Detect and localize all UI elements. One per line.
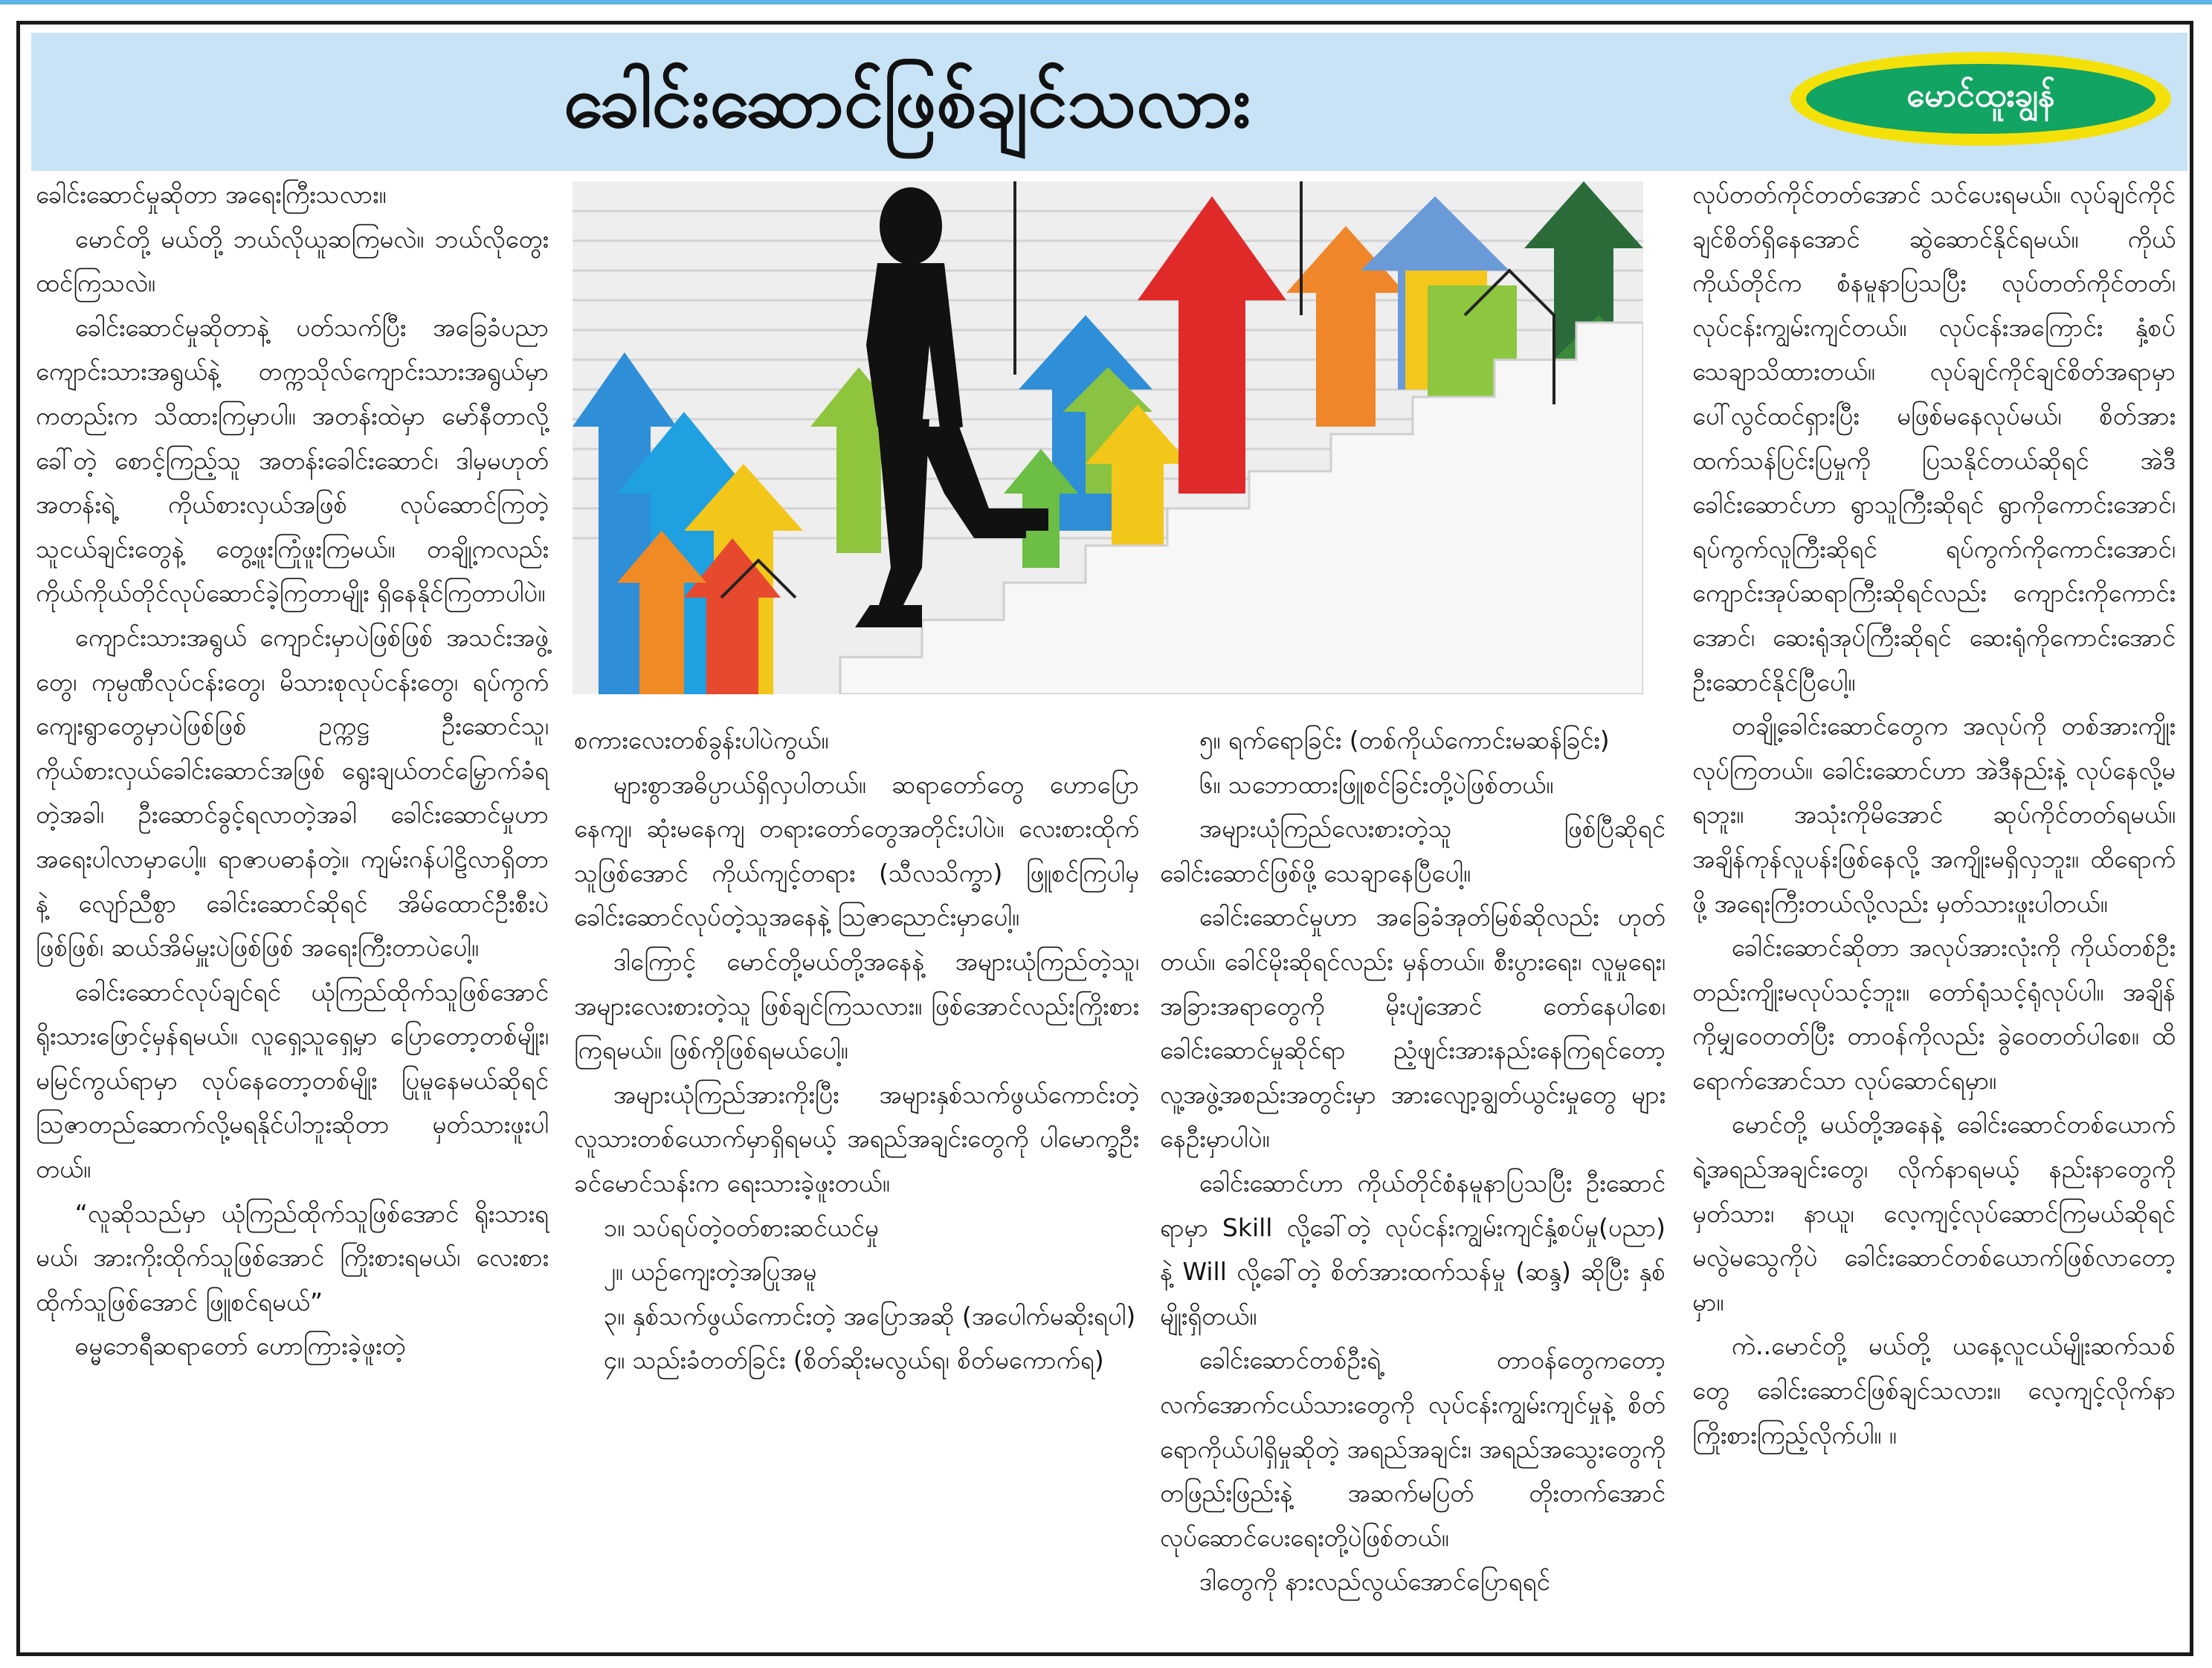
author-badge (1790, 52, 2171, 146)
column-2 (574, 718, 1139, 1383)
top-rule (0, 0, 2212, 4)
paragraph: ကဲ..မောင်တို့ မယ်တို့ ယနေ့လူငယ်မျိုးဆက်သစ်တွေ ခေါင်းဆောင်ဖြစ်ချင်သလား။ လေ့ကျင့်လိုက်နာ ကြိုးစားကြည့်လိုက်ပါ။ ။ (1692, 1331, 2176, 1449)
article-photo (573, 181, 1643, 694)
paragraph: စကားလေးတစ်ခွန်းပါပဲကွယ်။ (574, 725, 829, 754)
paragraph: ခေါင်းဆောင်ဆိုတာ အလုပ်အားလုံးကို ကိုယ်တစ်ဦးတည်းကျိုးမလုပ်သင့်ဘူး။ တော်ရုံသင့်ရုံလုပ်ပါ။ အချိန်ကိုမျှဝေတတ်ပြီး တာဝန်ကိုလည်း ခွဲဝေတတ်ပါစေ။ ထိရောက်အောင်သာ လုပ်ဆောင်ရမှာ။ (1692, 933, 2176, 1095)
paragraph: ခေါင်းဆောင်မှုဟာ အခြေခံအုတ်မြစ်ဆိုလည်း ဟုတ်တယ်။ ခေါင်မိုးဆိုရင်လည်း မှန်တယ်။ စီးပွားရေး၊ လူမှုရေး၊ အခြားအရာတွေကို မိုးပျံအောင် တော်နေပါစေ၊ ခေါင်းဆောင်မှုဆိုင်ရာ ညံ့ဖျင်းအားနည်းနေကြရင်တော့ လူ့အဖွဲ့အစည်းအတွင်းမှာ အားလျော့ချွတ်ယွင်းမှုတွေ များနေဦးမှာပါပဲ။ (1160, 902, 1666, 1154)
paragraph: ဒါတွေကို နားလည်လွယ်အောင်ပြောရရင် (1199, 1567, 1550, 1597)
article-title: ခေါင်းဆောင်ဖြစ်ချင်သလား (563, 60, 1251, 143)
paragraph: ကျောင်းသားအရွယ် ကျောင်းမှာပဲဖြစ်ဖြစ် အသင်းအဖွဲ့တွေ၊ ကုမ္ပဏီလုပ်ငန်းတွေ၊ မိသားစုလုပ်ငန်းတွေ၊ ရပ်ကွက်ကျေးရွာတွေမှာပဲဖြစ်ဖြစ် ဥက္ကဋ္ဌ ဦးဆောင်သူ၊ ကိုယ်စားလှယ်ခေါင်းဆောင်အဖြစ် ရွေးချယ်တင်မြှောက်ခံရတဲ့အခါ၊ ဦးဆောင်ခွင့်ရလာတဲ့အခါ ခေါင်းဆောင်မှုဟာ အရေးပါလာမှာပေါ့။ ရာဇာပဓာနံတဲ့။ ကျမ်းဂန်ပါဠိလာရှိတာနဲ့ လျော်ညီစွာ ခေါင်းဆောင်ဆိုရင် အိမ်ထောင်ဦးစီးပဲဖြစ်ဖြစ်၊ ဆယ်အိမ်မှူးပဲဖြစ်ဖြစ် အရေးကြီးတာပဲပေါ့။ (36, 622, 549, 963)
paragraph: မောင်တို့ မယ်တို့ ဘယ်လိုယူဆကြမလဲ။ ဘယ်လိုတွေးထင်ကြသလဲ။ (36, 224, 549, 298)
paragraph: ခေါင်းဆောင်မှုဆိုတာ အရေးကြီးသလား။ (36, 180, 387, 209)
quote: “လူဆိုသည်မှာ ယုံကြည်ထိုက်သူဖြစ်အောင် ရိုးသားရမယ်၊ အားကိုးထိုက်သူဖြစ်အောင် ကြိုးစားရမယ်၊ လေးစားထိုက်သူဖြစ်အောင် ဖြူစင်ရမယ်” (36, 1198, 549, 1316)
column-4 (1692, 172, 2176, 1457)
list-item: ၆။ သဘောထားဖြူစင်ခြင်းတို့ပဲဖြစ်တယ်။ (1199, 769, 1554, 799)
list-item: ၂။ ယဉ်ကျေးတဲ့အပြုအမူ (603, 1257, 817, 1287)
list-item: ၄။ သည်းခံတတ်ခြင်း (စိတ်ဆိုးမလွယ်ရ၊ စိတ်မကောက်ရ) (603, 1345, 1104, 1375)
author-name: မောင်ထူးချွန် (1806, 64, 2155, 134)
paragraph: ခေါင်းဆောင်တစ်ဦးရဲ့ တာဝန်တွေကတော့ လက်အောက်ငယ်သားတွေကို လုပ်ငန်းကျွမ်းကျင်မှုနဲ့ စိတ်ရောကိုယ်ပါရှိမှုဆိုတဲ့ အရည်အချင်း၊ အရည်အသွေးတွေကို တဖြည်းဖြည်းနဲ့ အဆက်မပြတ် တိုးတက်အောင် လုပ်ဆောင်ပေးရေးတို့ပဲဖြစ်တယ်။ (1160, 1345, 1666, 1552)
list-item: ၁။ သပ်ရပ်တဲ့ဝတ်စားဆင်ယင်မှု (603, 1212, 879, 1242)
column-3 (1160, 718, 1666, 1604)
paragraph: ခေါင်းဆောင်မှုဆိုတာနဲ့ ပတ်သက်ပြီး အခြေခံပညာကျောင်းသားအရွယ်နဲ့ တက္ကသိုလ်ကျောင်းသားအရွယ်မှာကတည်းက သိထားကြမှာပါ။ အတန်းထဲမှာ မော်နီတာလို့ခေါ်တဲ့ စောင့်ကြည့်သူ အတန်းခေါင်းဆောင်၊ ဒါမှမဟုတ် အတန်းရဲ့ ကိုယ်စားလှယ်အဖြစ် လုပ်ဆောင်ကြတဲ့ သူငယ်ချင်းတွေနဲ့ တွေ့ဖူးကြုံဖူးကြမယ်။ တချို့ကလည်း ကိုယ်ကိုယ်တိုင်လုပ်ဆောင်ခဲ့ကြတာမျိုး ရှိနေနိုင်ကြတာပါပဲ။ (36, 312, 549, 608)
paragraph: ဒါကြောင့် မောင်တို့မယ်တို့အနေနဲ့ အများယုံကြည်တဲ့သူ၊ အများလေးစားတဲ့သူ ဖြစ်ချင်ကြသလား။ ဖြစ်အောင်လည်းကြိုးစားကြရမယ်။ ဖြစ်ကိုဖြစ်ရမယ်ပေါ့။ (574, 946, 1139, 1065)
paragraph: တချို့ခေါင်းဆောင်တွေက အလုပ်ကို တစ်အားကျိုးလုပ်ကြတယ်။ ခေါင်းဆောင်ဟာ အဲဒီနည်းနဲ့ လုပ်နေလို့မရဘူး။ အသုံးကိုမိအောင် ဆုပ်ကိုင်တတ်ရမယ်။ အချိန်ကုန်လူပန်းဖြစ်နေလို့ အကျိုးမရှိလှဘူး။ ထိရောက်ဖို့ အရေးကြီးတယ်လို့လည်း မှတ်သားဖူးပါတယ်။ (1692, 711, 2176, 918)
list-item: ၅။ ရက်ရောခြင်း (တစ်ကိုယ်ကောင်းမဆန်ခြင်း) (1199, 725, 1610, 754)
list-item: ၃။ နှစ်သက်ဖွယ်ကောင်းတဲ့ အပြောအဆို (အပေါက်မဆိုးရပါ) (603, 1301, 1136, 1331)
column-1 (36, 172, 549, 1368)
paragraph: များစွာအဓိပ္ပာယ်ရှိလှပါတယ်။ ဆရာတော်တွေ ဟောပြောနေကျ၊ ဆုံးမနေကျ တရားတော်တွေအတိုင်းပါပဲ။ လေးစားထိုက်သူဖြစ်အောင် ကိုယ်ကျင့်တရား (သီလသိက္ခာ) ဖြူစင်ကြပါမှ ခေါင်းဆောင်လုပ်တဲ့သူအနေနဲ့ သြဇာညောင်းမှာပေါ့။ (574, 769, 1139, 932)
paragraph: အများယုံကြည်အားကိုးပြီး အများနှစ်သက်ဖွယ်ကောင်းတဲ့ လူသားတစ်ယောက်မှာရှိရမယ့် အရည်အချင်းတွေကို ပါမောက္ခဦးခင်မောင်သန်းက ရေးသားခဲ့ဖူးတယ်။ (574, 1079, 1139, 1197)
paragraph: ခေါင်းဆောင်ဟာ ကိုယ်တိုင်စံနမူနာပြသပြီး ဦးဆောင်ရာမှာ Skill လို့ခေါ်တဲ့ လုပ်ငန်းကျွမ်းကျင်နှံ့စပ်မှု(ပညာ) နဲ့ Will လို့ခေါ်တဲ့ စိတ်အားထက်သန်မှု (ဆန္ဒ) ဆိုပြီး နှစ်မျိုးရှိတယ်။ (1160, 1168, 1666, 1331)
paragraph: ဓမ္မဘေရီဆရာတော် ဟောကြားခဲ့ဖူးတဲ့ (74, 1331, 406, 1361)
paragraph: အများယုံကြည်လေးစားတဲ့သူ ဖြစ်ပြီဆိုရင် ခေါင်းဆောင်ဖြစ်ဖို့ သေချာနေပြီပေါ့။ (1160, 814, 1666, 888)
paragraph: ခေါင်းဆောင်လုပ်ချင်ရင် ယုံကြည်ထိုက်သူဖြစ်အောင် ရိုးသားဖြောင့်မှန်ရမယ်။ လူရှေ့သူရှေ့မှာ ပြောတော့တစ်မျိုး၊ မမြင်ကွယ်ရာမှာ လုပ်နေတော့တစ်မျိုး ပြုမူနေမယ်ဆိုရင် သြဇာတည်ဆောက်လို့မရနိုင်ပါဘူးဆိုတာ မှတ်သားဖူးပါတယ်။ (36, 977, 549, 1184)
paragraph: လုပ်တတ်ကိုင်တတ်အောင် သင်ပေးရမယ်။ လုပ်ချင်ကိုင်ချင်စိတ်ရှိနေအောင် ဆွဲဆောင်နိုင်ရမယ်။ ကိုယ်ကိုယ်တိုင်က စံနမူနာပြသပြီး လုပ်တတ်ကိုင်တတ်၊ လုပ်ငန်းကျွမ်းကျင်တယ်။ လုပ်ငန်းအကြောင်း နှံ့စပ်သေချာသိထားတယ်။ လုပ်ချင်ကိုင်ချင်စိတ်အရာမှာ ပေါ်လွင်ထင်ရှားပြီး မဖြစ်မနေလုပ်မယ်၊ စိတ်အားထက်သန်ပြင်းပြမှုကို ပြသနိုင်တယ်ဆိုရင် အဲဒီခေါင်းဆောင်ဟာ ရွာသူကြီးဆိုရင် ရွာကိုကောင်းအောင်၊ ရပ်ကွက်လူကြီးဆိုရင် ရပ်ကွက်ကိုကောင်းအောင်၊ ကျောင်းအုပ်ဆရာကြီးဆိုရင်လည်း ကျောင်းကိုကောင်းအောင်၊ ဆေးရုံအုပ်ကြီးဆိုရင် ဆေးရုံကိုကောင်းအောင် ဦးဆောင်နိုင်ပြီပေါ့။ (1692, 180, 2176, 696)
paragraph: မောင်တို့ မယ်တို့အနေနဲ့ ခေါင်းဆောင်တစ်ယောက်ရဲ့အရည်အချင်းတွေ၊ လိုက်နာရမယ့် နည်းနာတွေကို မှတ်သား၊ နာယူ၊ လေ့ကျင့်လုပ်ဆောင်ကြမယ်ဆိုရင် မလွဲမသွေကိုပဲ ခေါင်းဆောင်တစ်ယောက်ဖြစ်လာတော့မှာ။ (1692, 1110, 2176, 1316)
